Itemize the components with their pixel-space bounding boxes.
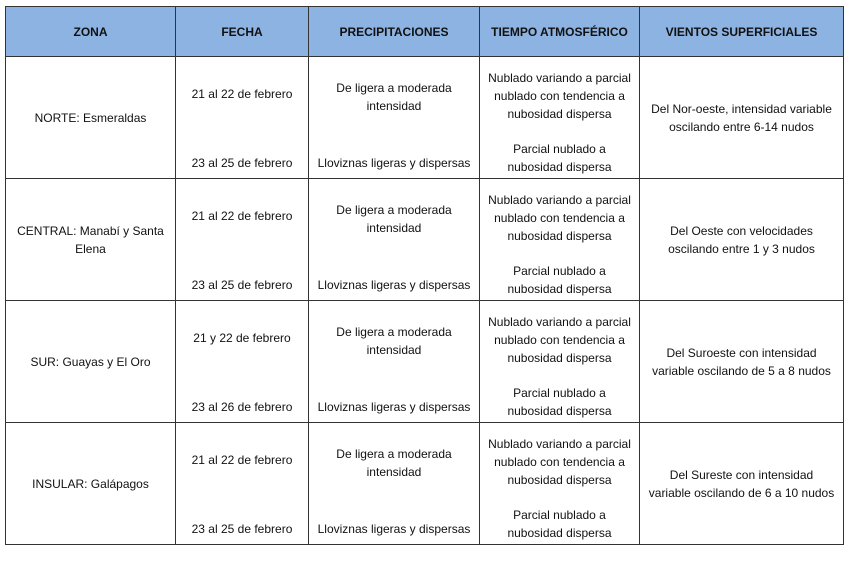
tiempo-segundo: Parcial nublado a nubosidad dispersa — [507, 264, 612, 296]
precipitacion-primera: De ligera a moderada intensidad — [336, 325, 452, 357]
fecha-primera: 21 al 22 de febrero — [191, 453, 293, 467]
forecast-table — [5, 6, 844, 545]
fecha-cell — [176, 57, 309, 179]
precipitaciones-cell — [309, 301, 480, 423]
tiempo-primero: Nublado variando a parcial nublado con tendencia a nubosidad dispersa — [488, 71, 631, 121]
zona-cell: NORTE: Esmeraldas — [6, 57, 176, 179]
precipitacion-segunda: Lloviznas ligeras y dispersas — [317, 522, 471, 536]
precipitacion-primera: De ligera a moderada intensidad — [336, 203, 452, 235]
precipitaciones-cell — [309, 179, 480, 301]
zona-cell: CENTRAL: Manabí y Santa Elena — [6, 179, 176, 301]
header-precipitaciones: PRECIPITACIONES — [309, 7, 480, 57]
fecha-segunda: 23 al 26 de febrero — [191, 400, 293, 414]
vientos-cell: Del Nor-oeste, intensidad variable oscilando entre 6-14 nudos — [640, 57, 844, 179]
tiempo-cell — [480, 57, 640, 179]
header-zona: ZONA — [6, 7, 176, 57]
tiempo-cell — [480, 179, 640, 301]
tiempo-cell — [480, 301, 640, 423]
table-row — [6, 301, 844, 423]
tiempo-primero: Nublado variando a parcial nublado con tendencia a nubosidad dispersa — [488, 315, 631, 365]
fecha-primera: 21 al 22 de febrero — [191, 87, 293, 101]
fecha-segunda: 23 al 25 de febrero — [191, 522, 293, 536]
tiempo-primero: Nublado variando a parcial nublado con tendencia a nubosidad dispersa — [488, 437, 631, 487]
precipitacion-segunda: Lloviznas ligeras y dispersas — [317, 278, 471, 292]
tiempo-segundo: Parcial nublado a nubosidad dispersa — [507, 142, 612, 174]
precipitaciones-cell — [309, 423, 480, 545]
precipitacion-segunda: Lloviznas ligeras y dispersas — [317, 400, 471, 414]
precipitacion-primera: De ligera a moderada intensidad — [336, 447, 452, 479]
table-row — [6, 179, 844, 301]
precipitacion-primera: De ligera a moderada intensidad — [336, 81, 452, 113]
vientos-cell: Del Suroeste con intensidad variable oscilando de 5 a 8 nudos — [640, 301, 844, 423]
header-row — [6, 7, 844, 57]
fecha-cell — [176, 301, 309, 423]
fecha-cell — [176, 179, 309, 301]
tiempo-primero: Nublado variando a parcial nublado con tendencia a nubosidad dispersa — [488, 193, 631, 243]
header-vientos-superficiales: VIENTOS SUPERFICIALES — [640, 7, 844, 57]
table-row — [6, 423, 844, 545]
zona-cell: INSULAR: Galápagos — [6, 423, 176, 545]
header-fecha: FECHA — [176, 7, 309, 57]
fecha-cell — [176, 423, 309, 545]
precipitacion-segunda: Lloviznas ligeras y dispersas — [317, 156, 471, 170]
zona-cell: SUR: Guayas y El Oro — [6, 301, 176, 423]
header-tiempo-atmosferico: TIEMPO ATMOSFÉRICO — [480, 7, 640, 57]
vientos-cell: Del Oeste con velocidades oscilando entre 1 y 3 nudos — [640, 179, 844, 301]
fecha-segunda: 23 al 25 de febrero — [191, 278, 293, 292]
vientos-cell: Del Sureste con intensidad variable oscilando de 6 a 10 nudos — [640, 423, 844, 545]
tiempo-segundo: Parcial nublado a nubosidad dispersa — [507, 508, 612, 540]
table-row — [6, 57, 844, 179]
fecha-primera: 21 y 22 de febrero — [193, 331, 291, 345]
tiempo-segundo: Parcial nublado a nubosidad dispersa — [507, 386, 612, 418]
fecha-primera: 21 al 22 de febrero — [191, 209, 293, 223]
tiempo-cell — [480, 423, 640, 545]
precipitaciones-cell — [309, 57, 480, 179]
fecha-segunda: 23 al 25 de febrero — [191, 156, 293, 170]
